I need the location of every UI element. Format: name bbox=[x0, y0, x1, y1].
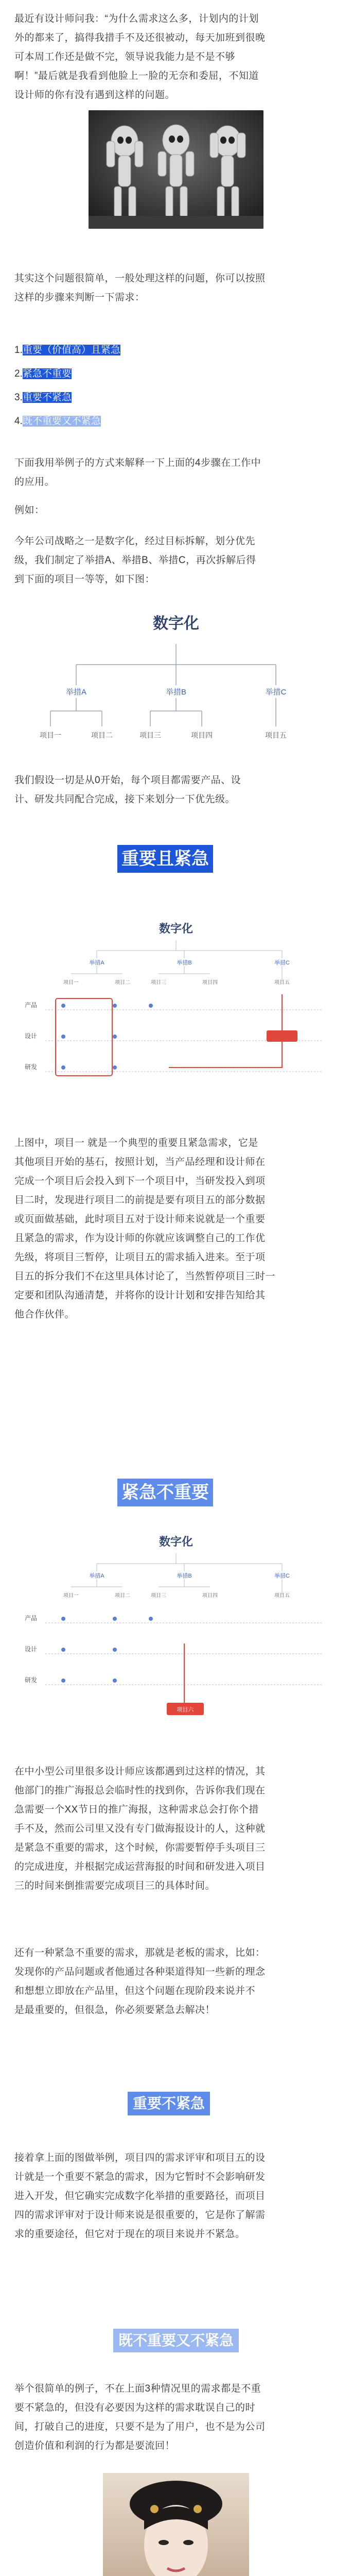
tree-project: 项目三 bbox=[139, 731, 161, 739]
matrix-project: 项目二 bbox=[115, 1593, 130, 1599]
text-line: 在中小型公司里很多设计师应该都遇到过这样的情况，其 bbox=[14, 1766, 266, 1777]
text-line: 目二时，发现进行项目二的前提是要有项目五的部分数据 bbox=[14, 1195, 266, 1206]
matrix-project: 项目二 bbox=[115, 980, 130, 986]
text-line: 他合作伙伴。 bbox=[14, 1309, 75, 1320]
tree-branch-c: 举措C bbox=[265, 688, 287, 697]
boss-example-paragraph bbox=[14, 1943, 338, 2020]
text-line: 急需要一个XX节日的推广海报，这种需求总会打你个措 bbox=[14, 1804, 259, 1815]
text-line: 我们假设一切是从0开始，每个项目都需要产品、设 bbox=[14, 775, 241, 786]
matrix-root-label: 数字化 bbox=[159, 922, 193, 935]
text-line: 还有一种紧急不重要的需求，那就是老板的需求，比如： bbox=[14, 1947, 266, 1958]
intro-paragraph bbox=[14, 9, 338, 105]
step-item-3 bbox=[14, 388, 72, 407]
text-line: 创造价值和利润的行为都是要流回！ bbox=[14, 2441, 175, 2451]
tree-project: 项目二 bbox=[91, 731, 113, 739]
step-label: 重要不紧急 bbox=[22, 392, 72, 403]
text-line: 的完成进度，并根据完成运营海报的时间和研发进入项目 bbox=[14, 1861, 266, 1872]
matrix-row-label: 研发 bbox=[25, 1063, 38, 1071]
tree-project: 项目五 bbox=[265, 731, 287, 739]
matrix-project: 项目一 bbox=[63, 980, 79, 986]
text-line: 外的都来了，搞得我措手不及还很被动，每天加班到很晚 bbox=[14, 32, 266, 43]
text-line: 到下面的项目一等等，如下图： bbox=[14, 574, 155, 585]
poster-example-paragraph bbox=[14, 1762, 338, 1895]
example-paragraph bbox=[14, 501, 338, 520]
text-line: 和想想立即放在产品里，但这个问题在现阶段来说并不 bbox=[14, 1986, 256, 1996]
text-line: 啊！”最后就是我看到他脸上一脸的无奈和委屈，不知道 bbox=[14, 71, 259, 81]
strategy-tree-diagram bbox=[14, 598, 338, 752]
text-line: 级，我们制定了举措A、举措B、举措C，再次拆解后得 bbox=[14, 555, 256, 566]
step-label: 重要（价值高）且紧急 bbox=[22, 345, 120, 355]
text-line: 接着拿上面的图做举例，项目四的需求评审和项目五的设 bbox=[14, 2153, 266, 2163]
important-not-urgent-paragraph bbox=[14, 2148, 338, 2244]
matrix-extra-project: 项目六 bbox=[177, 1707, 194, 1713]
step-number: 3. bbox=[14, 392, 23, 403]
text-line: 设计师的你有没有遇到这样的问题。 bbox=[14, 90, 175, 100]
section-heading-urgent-not-important: 紧急不重要 bbox=[117, 1479, 213, 1506]
text-line: 这样的步骤来判断一下需求： bbox=[14, 292, 145, 303]
step-number: 2. bbox=[14, 368, 23, 379]
text-line: 发现你的产品问题或者他通过各种渠道得知一些新的理念 bbox=[14, 1967, 266, 1977]
matrix-project: 项目五 bbox=[274, 980, 290, 986]
matrix-project: 项目四 bbox=[202, 1593, 218, 1599]
text-line: 三的时间来倒推需要完成项目三的具体时间。 bbox=[14, 1880, 216, 1891]
text-line: 其实这个问题很简单，一般处理这样的问题，你可以按照 bbox=[14, 273, 266, 284]
urgent-analysis-paragraph bbox=[14, 1133, 338, 1324]
text-line: 最近有设计师问我：“为什么需求这么多，计划内的计划 bbox=[14, 13, 259, 24]
priority-matrix-diagram-2 bbox=[14, 1525, 338, 1726]
matrix-project: 项目四 bbox=[202, 980, 218, 986]
tree-project: 项目四 bbox=[191, 731, 213, 739]
matrix-project: 项目一 bbox=[63, 1593, 79, 1599]
text-line: 四的需求评审对于设计师来说是很重要的，它是你了解需 bbox=[14, 2210, 266, 2221]
step-item-1 bbox=[14, 341, 120, 360]
text-line: 上图中，项目一 就是一个典型的重要且紧急需求，它是 bbox=[14, 1138, 258, 1148]
matrix-branch: 举措B bbox=[177, 960, 192, 966]
tree-branch-a: 举措A bbox=[65, 688, 87, 697]
tree-branch-b: 举措B bbox=[165, 688, 187, 697]
text-line: 要不紧急的，但没有必要因为这样的需求耽误自己的时 bbox=[14, 2402, 256, 2413]
neither-paragraph bbox=[14, 2379, 338, 2455]
step-number: 4. bbox=[14, 416, 23, 427]
step-label: 既不重要又不紧急 bbox=[22, 416, 101, 427]
text-line: 计就是一个重要不紧急的需求，因为它暂时不会影响研发 bbox=[14, 2172, 266, 2182]
priority-matrix-diagram-1 bbox=[14, 912, 338, 1103]
text-line: 且紧急的需求，作为设计师的你就应该调整自己的工作优 bbox=[14, 1233, 266, 1244]
matrix-root-label: 数字化 bbox=[159, 1535, 193, 1548]
step-item-2 bbox=[14, 365, 72, 383]
text-line: 举个很简单的例子，不在上面3种情况里的需求都是不重 bbox=[14, 2383, 261, 2394]
matrix-branch: 举措C bbox=[274, 960, 290, 966]
text-line: 定要和团队沟通清楚，并将你的设计计划和安排告知给其 bbox=[14, 1290, 266, 1301]
text-line: 的应用。 bbox=[14, 477, 55, 487]
text-line: 目五的拆分我们不在这里具体讨论了，当然暂停项目三时一 bbox=[14, 1271, 276, 1282]
text-line: 计、研发共同配合完成，接下来划分一下优先级。 bbox=[14, 794, 236, 805]
text-line: 或页面做基础，此时项目五对于设计师来说就是一个重要 bbox=[14, 1214, 266, 1225]
method-paragraph bbox=[14, 269, 338, 307]
text-line: 间，打破自己的进度，只要不是为了用户，也不是为公司 bbox=[14, 2421, 266, 2432]
matrix-row-label: 设计 bbox=[25, 1646, 38, 1653]
section-heading-important-urgent: 重要且紧急 bbox=[117, 845, 213, 873]
three-skeletons-image bbox=[89, 110, 263, 229]
matrix-row-label: 研发 bbox=[25, 1676, 38, 1684]
matrix-branch: 举措C bbox=[274, 1573, 290, 1579]
explain-paragraph bbox=[14, 453, 338, 492]
text-line: 可本周工作还是做不完，领导说我能力是不是不够 bbox=[14, 52, 236, 62]
strategy-paragraph bbox=[14, 532, 338, 589]
text-line: 其他项目开始的基石，按照计划，当产品经理和设计师在 bbox=[14, 1157, 266, 1167]
matrix-project: 项目三 bbox=[151, 1593, 166, 1599]
text-line: 例如： bbox=[14, 505, 45, 516]
matrix-branch: 举措A bbox=[89, 1573, 104, 1579]
text-line: 完成一个项目后会投入到下一个项目中，当研发投入到项 bbox=[14, 1176, 266, 1187]
text-line: 下面我用举例子的方式来解释一下上面的4步骤在工作中 bbox=[14, 457, 261, 468]
assumption-paragraph bbox=[14, 771, 338, 809]
tree-root-label: 数字化 bbox=[153, 615, 199, 632]
text-line: 手不及，然而公司里又没有专门做海报设计的人，这种就 bbox=[14, 1823, 266, 1834]
text-line: 求的重要途径，但它对于现在的项目来说并不紧急。 bbox=[14, 2229, 245, 2240]
woman-portrait-image bbox=[103, 2473, 249, 2576]
matrix-project: 项目五 bbox=[274, 1593, 290, 1599]
text-line: 是最重要的，但很急，你必须要紧急去解决！ bbox=[14, 2005, 216, 2015]
tree-project: 项目一 bbox=[40, 731, 61, 739]
text-line: 他部门的推广海报总会临时性的找到你，告诉你我们现在 bbox=[14, 1785, 266, 1796]
section-heading-neither: 既不重要又不紧急 bbox=[113, 2329, 239, 2352]
matrix-branch: 举措B bbox=[177, 1573, 192, 1579]
step-label: 紧急不重要 bbox=[22, 368, 72, 379]
matrix-row-label: 设计 bbox=[25, 1032, 38, 1040]
text-line: 今年公司战略之一是数字化，经过目标拆解，划分优先 bbox=[14, 536, 256, 547]
text-line: 进入开发，但它确实完成数字化举措的重要路径，而项目 bbox=[14, 2191, 266, 2201]
text-line: 先级，将项目三暂停，让项目五的需求插入进来。至于项 bbox=[14, 1252, 266, 1263]
step-item-4 bbox=[14, 412, 101, 431]
text-line: 是紧急不重要的需求，这个时候，你需要暂停手头项目三 bbox=[14, 1842, 266, 1853]
matrix-project: 项目三 bbox=[151, 980, 166, 986]
section-heading-important-not-urgent: 重要不紧急 bbox=[128, 2092, 210, 2115]
matrix-row-label: 产品 bbox=[25, 1002, 38, 1009]
matrix-row-label: 产品 bbox=[25, 1615, 38, 1622]
matrix-branch: 举措A bbox=[89, 960, 104, 966]
step-number: 1. bbox=[14, 345, 23, 355]
